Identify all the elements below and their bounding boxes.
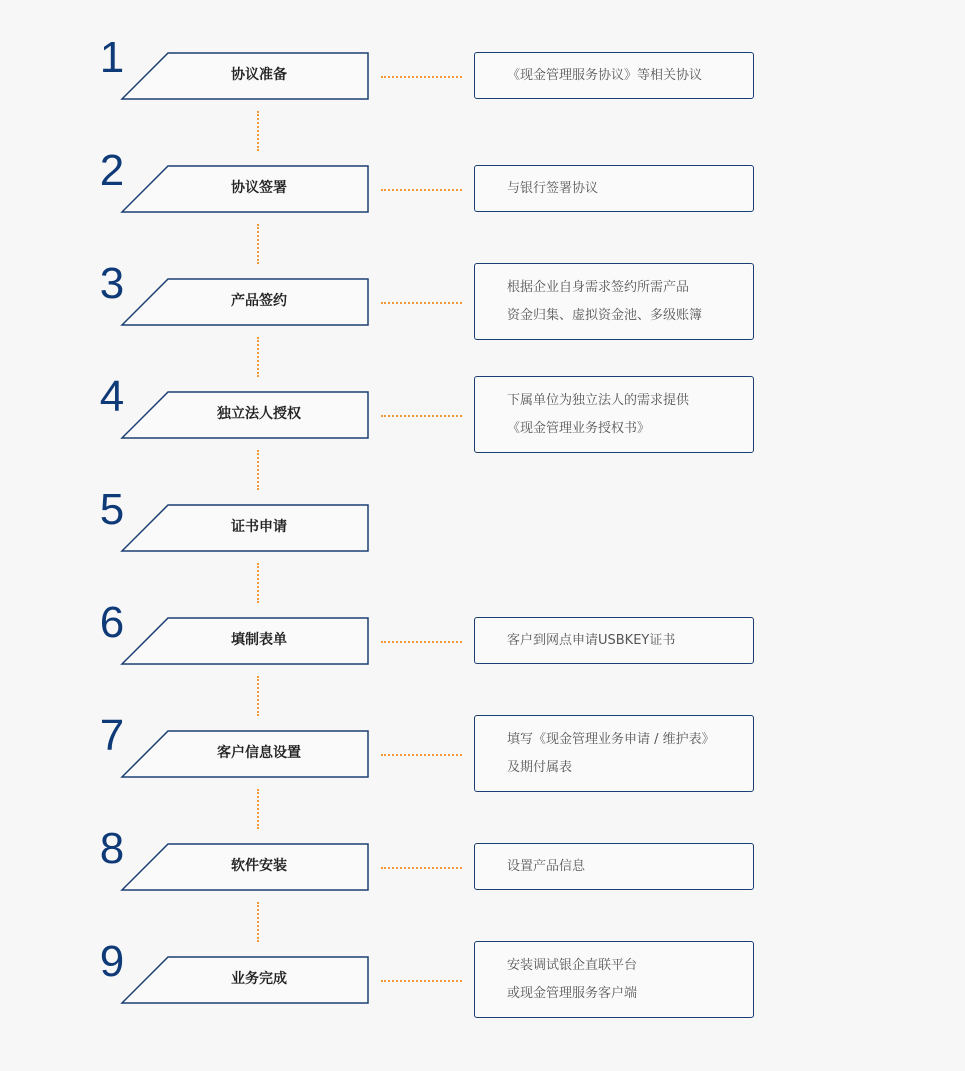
vertical-connector — [257, 676, 259, 716]
step-description-line: 安装调试银企直联平台 — [507, 957, 638, 973]
step-description-box — [474, 52, 754, 99]
horizontal-connector — [381, 302, 462, 304]
step-description-box — [474, 376, 754, 453]
step-number: 8 — [99, 824, 125, 873]
step-number: 1 — [99, 33, 125, 82]
vertical-connector — [257, 450, 259, 490]
step-description-box — [474, 843, 754, 890]
step-description-box — [474, 165, 754, 212]
step-title: 业务完成 — [231, 971, 287, 987]
vertical-connector — [257, 789, 259, 829]
step-title: 客户信息设置 — [217, 745, 301, 761]
step-title: 协议签署 — [231, 180, 287, 196]
step-title: 软件安装 — [231, 858, 287, 874]
step-number: 6 — [99, 598, 125, 647]
horizontal-connector — [381, 754, 462, 756]
horizontal-connector — [381, 189, 462, 191]
vertical-connector — [257, 337, 259, 377]
step-description-line: 《现金管理业务授权书》 — [507, 420, 651, 436]
step-title: 产品签约 — [231, 293, 287, 309]
horizontal-connector — [381, 415, 462, 417]
step-number: 3 — [99, 259, 125, 308]
vertical-connector — [257, 902, 259, 942]
vertical-connector — [257, 111, 259, 151]
step-description-line: 客户到网点申请USBKEY证书 — [507, 632, 676, 648]
horizontal-connector — [381, 76, 462, 78]
step-description-box — [474, 715, 754, 792]
step-description-line: 设置产品信息 — [507, 858, 586, 874]
step-description-line: 与银行签署协议 — [507, 180, 599, 196]
step-description-line: 资金归集、虚拟资金池、多级账簿 — [507, 307, 703, 323]
vertical-connector — [257, 563, 259, 603]
step-number: 7 — [99, 711, 125, 760]
step-description-line: 或现金管理服务客户端 — [507, 985, 638, 1001]
step-description-line: 下属单位为独立法人的需求提供 — [507, 392, 690, 408]
step-title: 独立法人授权 — [217, 406, 301, 422]
step-number: 5 — [99, 485, 125, 534]
step-number: 2 — [99, 146, 125, 195]
step-description-line: 《现金管理服务协议》等相关协议 — [507, 67, 703, 83]
step-title: 协议准备 — [231, 67, 287, 83]
step-number: 4 — [99, 372, 125, 421]
step-description-line: 及期付属表 — [507, 759, 573, 775]
vertical-connector — [257, 224, 259, 264]
step-description-line: 根据企业自身需求签约所需产品 — [507, 279, 690, 295]
step-description-box — [474, 263, 754, 340]
horizontal-connector — [381, 867, 462, 869]
step-number: 9 — [99, 937, 125, 986]
step-description-line: 填写《现金管理业务申请 / 维护表》 — [507, 731, 715, 747]
step-description-box — [474, 617, 754, 664]
horizontal-connector — [381, 641, 462, 643]
horizontal-connector — [381, 980, 462, 982]
step-description-box — [474, 941, 754, 1018]
step-title: 证书申请 — [231, 519, 287, 535]
step-title: 填制表单 — [231, 632, 287, 648]
